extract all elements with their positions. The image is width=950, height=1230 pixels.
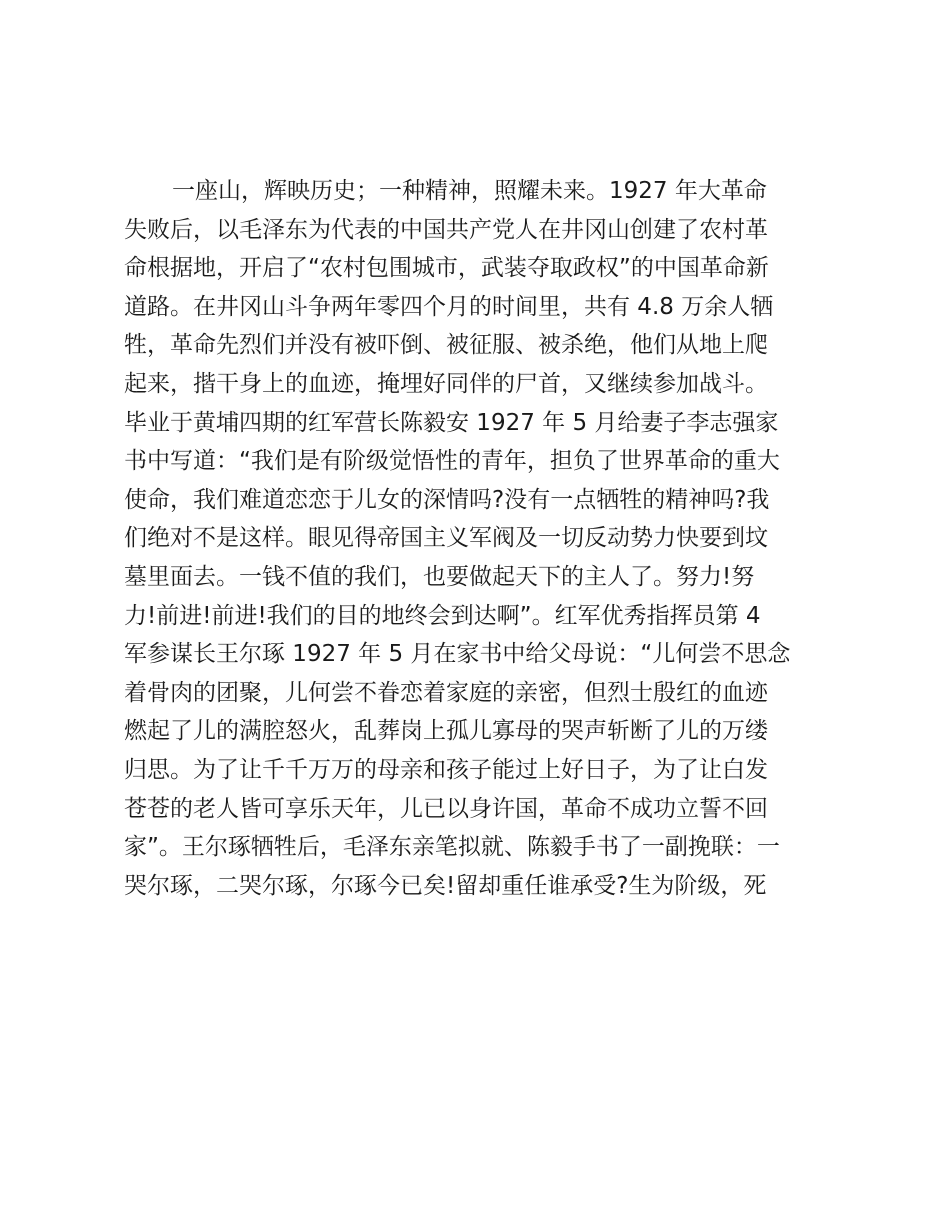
text-line: 着骨肉的团聚，儿何尝不眷恋着家庭的亲密，但烈士殷红的血迹 xyxy=(124,679,768,706)
text-line: 苍苍的老人皆可享乐天年，儿已以身许国，革命不成功立誓不回 xyxy=(124,795,768,822)
text-line: 一座山，辉映历史；一种精神，照耀未来。1927 年大革命 xyxy=(172,178,767,204)
text-line: 哭尔琢，二哭尔琢，尔琢今已矣!留却重任谁承受?生为阶级，死 xyxy=(124,872,767,899)
text-line: 力!前进!前进!我们的目的地终会到达啊”。红军优秀指挥员第 4 xyxy=(124,602,761,629)
body-paragraph xyxy=(124,172,844,905)
text-line: 家”。王尔琢牺牲后，毛泽东亲笔拟就、陈毅手书了一副挽联：一 xyxy=(124,834,780,861)
text-line: 失败后，以毛泽东为代表的中国共产党人在井冈山创建了农村革 xyxy=(124,216,768,243)
text-line: 命根据地，开启了“农村包围城市，武装夺取政权”的中国革命新 xyxy=(124,255,769,282)
text-line: 燃起了儿的满腔怒火，乱葬岗上孤儿寡母的哭声斩断了儿的万缕 xyxy=(124,718,768,745)
text-line: 们绝对不是这样。眼见得帝国主义军阀及一切反动势力快要到坟 xyxy=(124,525,768,552)
text-line: 毕业于黄埔四期的红军营长陈毅安 1927 年 5 月给妻子李志强家 xyxy=(124,409,779,436)
text-line: 起来，揩干身上的血迹，掩埋好同伴的尸首，又继续参加战斗。 xyxy=(124,370,768,397)
text-line: 军参谋长王尔琢 1927 年 5 月在家书中给父母说：“儿何尝不思念 xyxy=(124,641,791,668)
text-line: 墓里面去。一钱不值的我们，也要做起天下的主人了。努力!努 xyxy=(124,563,755,590)
text-line: 书中写道：“我们是有阶级觉悟性的青年，担负了世界革命的重大 xyxy=(124,448,780,475)
text-line: 牲，革命先烈们并没有被吓倒、被征服、被杀绝，他们从地上爬 xyxy=(124,332,768,359)
text-line: 使命，我们难道恋恋于儿女的深情吗?没有一点牺牲的精神吗?我 xyxy=(124,486,770,513)
text-line: 归思。为了让千千万万的母亲和孩子能过上好日子，为了让白发 xyxy=(124,756,768,783)
text-line: 道路。在井冈山斗争两年零四个月的时间里，共有 4.8 万余人牺 xyxy=(124,293,774,320)
